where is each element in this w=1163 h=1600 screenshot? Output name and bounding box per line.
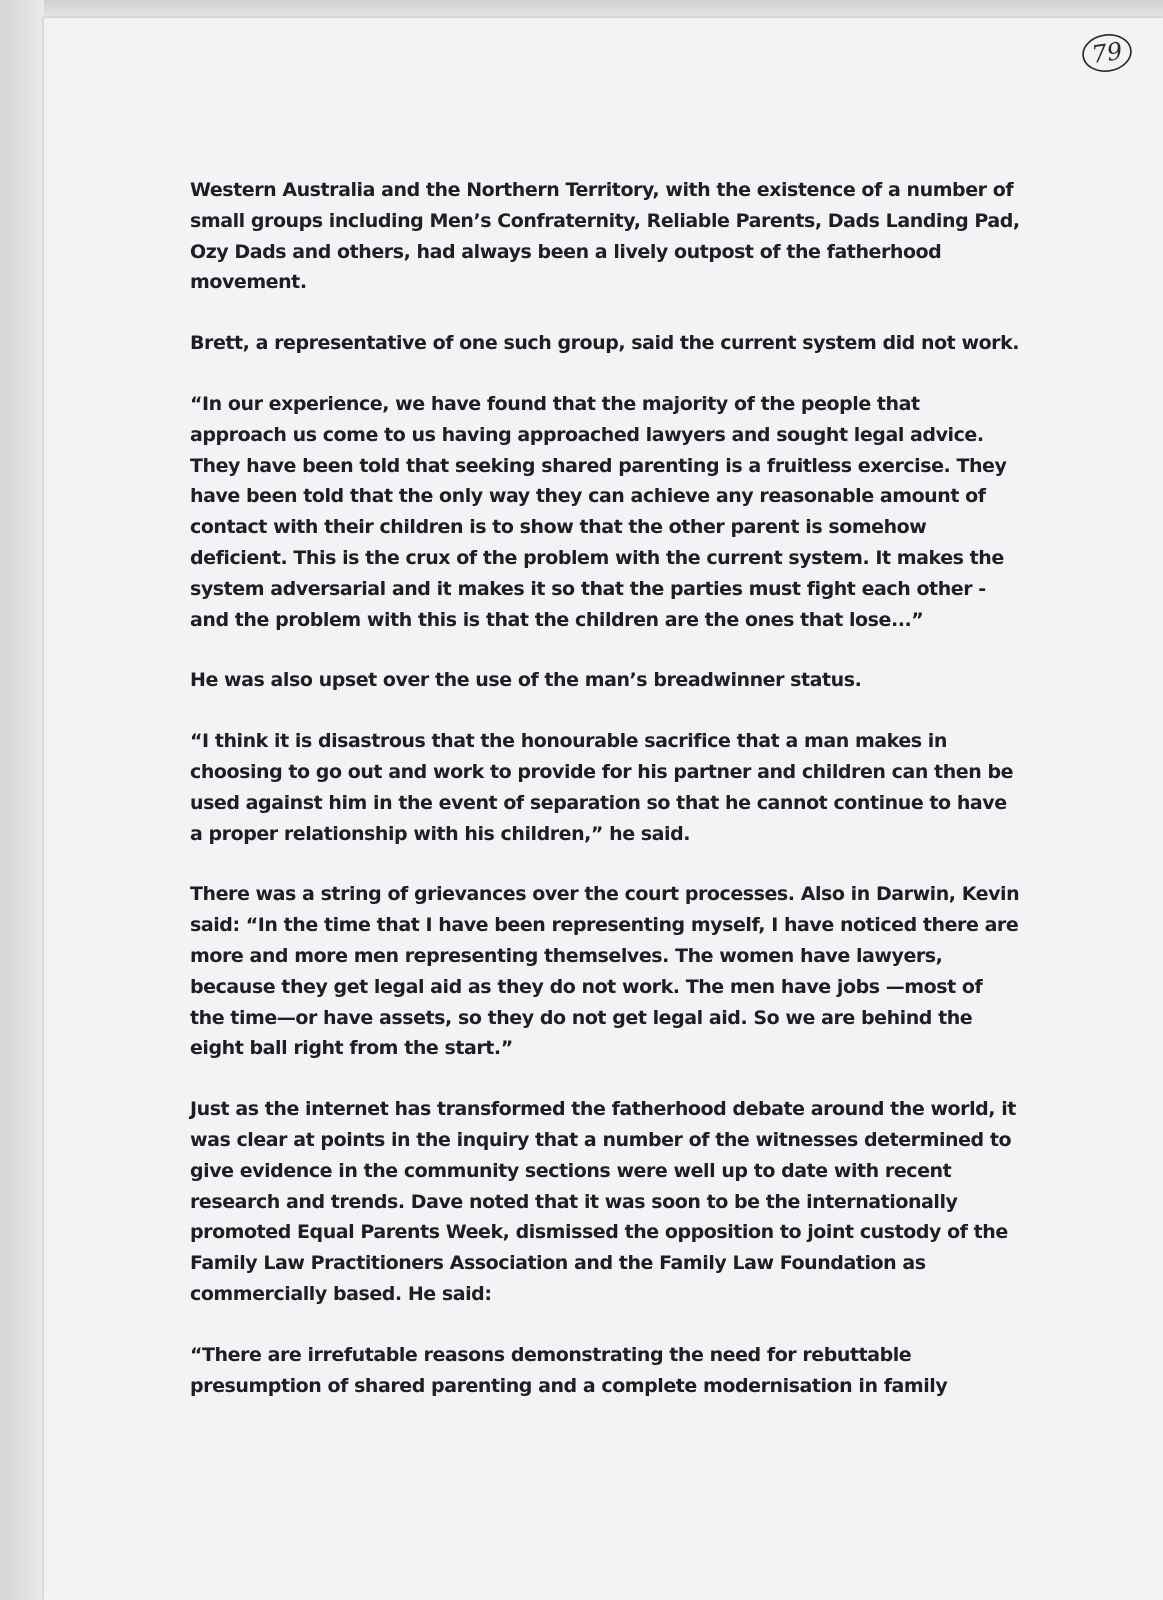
page-number-text: 79 bbox=[1089, 37, 1125, 69]
paragraph: There was a string of grievances over the court processes. Also in Darwin, Kevin said: “In the time that I have been representing myself, I have noticed there are more and more men representing themselves. The women have lawyers, because they get legal aid as they do not work. The men have jobs —most of the time—or have assets, so they do not get legal aid. So we are behind the eight ball right from the start.” bbox=[190, 883, 1020, 1060]
handwritten-page-number bbox=[1077, 27, 1137, 78]
document-body bbox=[190, 175, 1022, 1431]
scanner-edge-left bbox=[0, 0, 44, 1600]
paragraph: Western Australia and the Northern Territory, with the existence of a number of small groups including Men’s Confraternity, Reliable Parents, Dads Landing Pad, Ozy Dads and others, had always been a lively outpost of the fatherhood movement. bbox=[190, 179, 1020, 294]
paragraph: “In our experience, we have found that the majority of the people that approach us come to us having approached lawyers and sought legal advice. They have been told that seeking shared parenting is a fruitless exercise. They have been told that the only way they can achieve any reasonable amount of contact with their children is to show that the other parent is somehow deficient. This is the crux of the problem with the current system. It makes the system adversarial and it makes it so that the parties must fight each other - and the problem with this is that the children are the ones that lose...” bbox=[190, 392, 1007, 631]
paragraph: Just as the internet has transformed the fatherhood debate around the world, it was clear at points in the inquiry that a number of the witnesses determined to give evidence in the community sections were well up to date with recent research and trends. Dave noted that it was soon to be the internationally promoted Equal Parents Week, dismissed the opposition to joint custody of the Family Law Practitioners Association and the Family Law Foundation as commercially based. He said: bbox=[190, 1098, 1016, 1305]
paragraph: “There are irrefutable reasons demonstrating the need for rebuttable presumption of shared parenting and a complete modernisation in family bbox=[190, 1343, 948, 1397]
paragraph: “I think it is disastrous that the honourable sacrifice that a man makes in choosing to go out and work to provide for his partner and children can then be used against him in the event of separation so that he cannot continue to have a proper relationship with his children,” he said. bbox=[190, 730, 1014, 845]
paragraph: Brett, a representative of one such group, said the current system did not work. bbox=[190, 332, 1020, 355]
scanner-edge-top bbox=[0, 0, 1163, 20]
paragraph: He was also upset over the use of the man’s breadwinner status. bbox=[190, 669, 862, 692]
